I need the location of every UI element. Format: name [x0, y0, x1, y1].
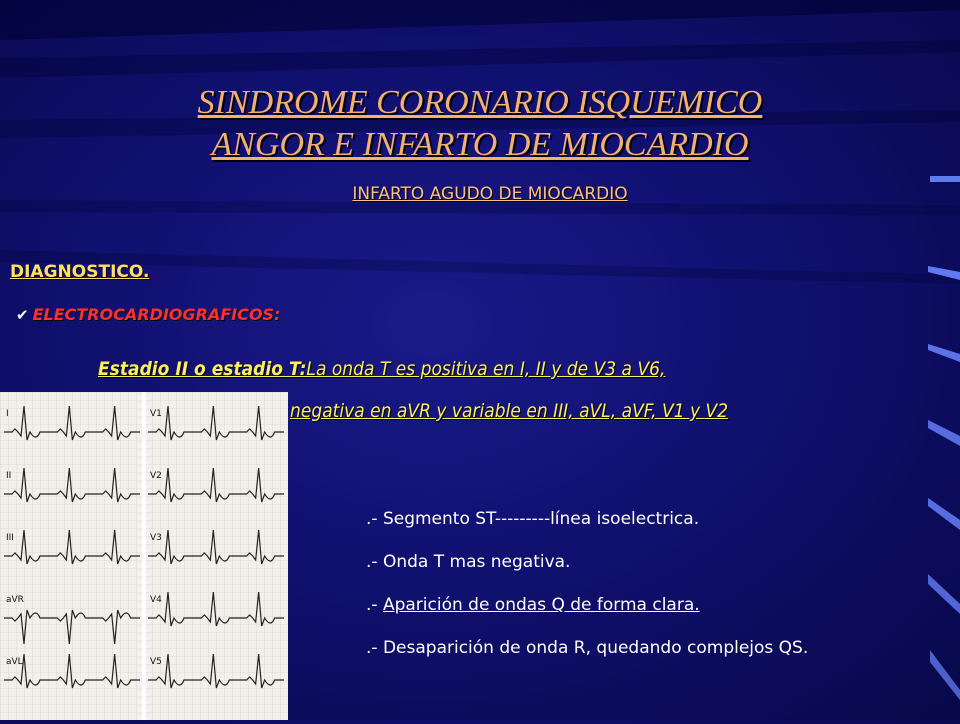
stage-label: Estadio II o estadio T:: [98, 358, 307, 380]
slide-title-line2: ANGOR E INFARTO DE MIOCARDIO: [211, 126, 749, 163]
criteria-label: ELECTROCARDIOGRAFICOS:: [32, 305, 281, 324]
stage-text-line2: negativa en aVR y variable en III, aVL, aVF, V1 y V2: [290, 400, 729, 422]
finding-text: Aparición de ondas Q de forma clara.: [382, 595, 700, 615]
ecg-lead-label: I: [6, 409, 9, 419]
finding-item: .- Onda T mas negativa.: [366, 552, 571, 572]
section-heading: DIAGNOSTICO.: [10, 262, 150, 282]
ecg-lead-label: V2: [150, 471, 162, 481]
ecg-lead-label: V3: [150, 533, 162, 543]
slide-subtitle: INFARTO AGUDO DE MIOCARDIO: [352, 184, 628, 204]
finding-item: .- Aparición de ondas Q de forma clara.: [366, 595, 700, 615]
slide-title-line1: SINDROME CORONARIO ISQUEMICO: [197, 84, 763, 121]
ecg-lead-label: aVR: [6, 595, 24, 605]
finding-text: Onda T mas negativa.: [382, 552, 571, 572]
ecg-lead-label: V4: [150, 595, 162, 605]
stage-text-line1: La onda T es positiva en I, II y de V3 a V6,: [306, 358, 666, 380]
ecg-lead-label: II: [6, 471, 12, 481]
criteria-item: [16, 305, 280, 324]
stage-line1: [98, 358, 665, 380]
ecg-lead-label: III: [6, 533, 14, 543]
finding-text: Desaparición de onda R, quedando complejos QS.: [382, 638, 809, 658]
checkmark-icon: ✔: [16, 305, 29, 324]
finding-item: .- Segmento ST---------línea isoelectrica.: [366, 509, 700, 529]
finding-item: .- Desaparición de onda R, quedando complejos QS.: [366, 638, 809, 658]
ecg-image: [0, 392, 288, 720]
ecg-lead-label: aVL: [6, 657, 23, 667]
ecg-lead-label: V1: [150, 409, 162, 419]
ecg-lead-label: V5: [150, 657, 162, 667]
findings-list: [366, 504, 808, 676]
finding-text: Segmento ST---------línea isoelectrica.: [382, 509, 700, 529]
